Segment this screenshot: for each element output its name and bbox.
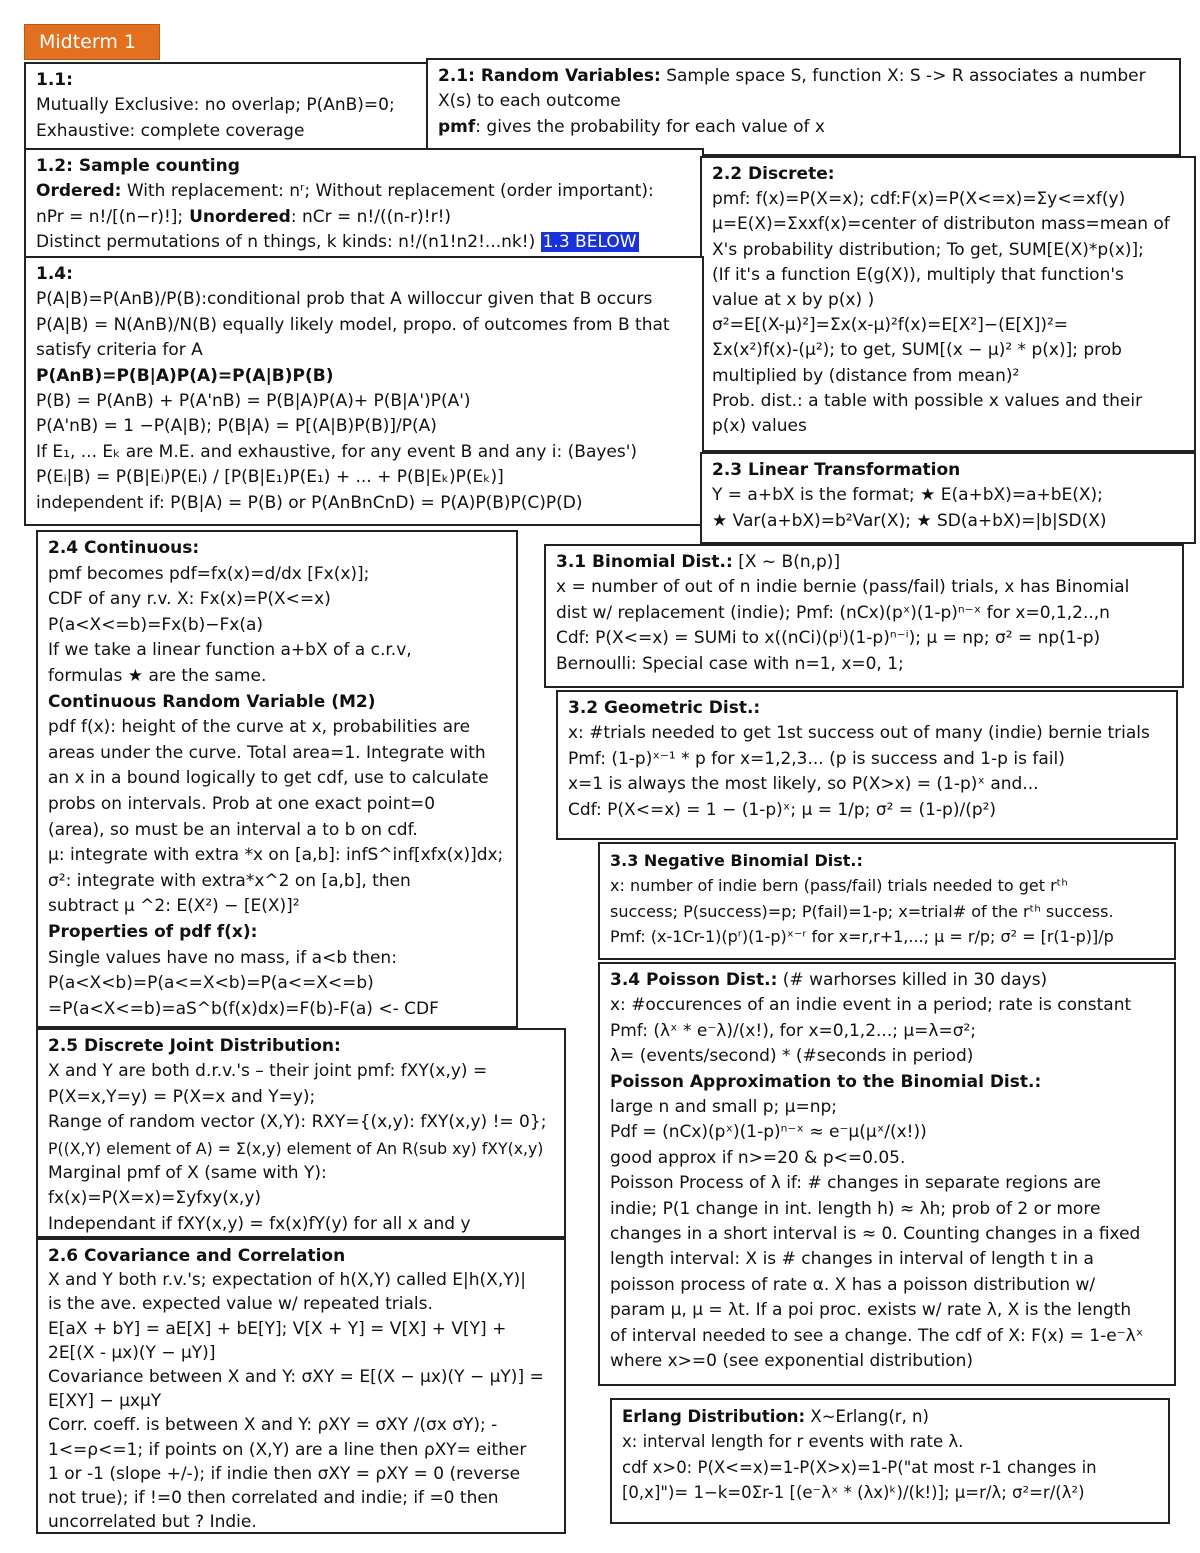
text-line: P(A'nB) = 1 −P(A|B); P(B|A) = P[(A|B)P(B)]/P(A) xyxy=(36,416,437,437)
text-line: Cdf: P(X<=x) = SUMi to x((nCi)(pⁱ)(1-p)ⁿ⁻ⁱ); μ = np; σ² = np(1-p) xyxy=(556,628,1101,649)
text-line: Prob. dist.: a table with possible x values and their xyxy=(712,390,1143,411)
text-line: ★ Var(a+bX)=b²Var(X); ★ SD(a+bX)=|b|SD(X) xyxy=(712,510,1107,531)
text-line: length interval: X is # changes in interval of length t in a xyxy=(610,1249,1094,1270)
section-3-4 xyxy=(598,962,1176,1386)
text-line: Pmf: (x-1Cr-1)(pʳ)(1-p)ˣ⁻ʳ for x=r,r+1,...; μ = r/p; σ² = [r(1-p)]/p xyxy=(610,927,1114,947)
text-line: Σx(x²)f(x)-(μ²); to get, SUM[(x − μ)² * p(x)]; prob xyxy=(712,340,1122,361)
text-line: Pdf = (nCx)(pˣ)(1-p)ⁿ⁻ˣ ≈ e⁻μ(μˣ/(x!)) xyxy=(610,1122,927,1143)
text-fragment: Sample space S, function X: S -> R associates a number xyxy=(660,66,1146,86)
text-line: of interval needed to see a change. The cdf of X: F(x) = 1-e⁻λˣ xyxy=(610,1325,1144,1346)
text-line: Cdf: P(X<=x) = 1 − (1-p)ˣ; μ = 1/p; σ² = (1-p)/(p²) xyxy=(568,799,997,820)
text-fragment: [X ~ B(n,p)] xyxy=(732,552,841,572)
text-line: Poisson Process of λ if: # changes in separate regions are xyxy=(610,1173,1101,1194)
text-line: Marginal pmf of X (same with Y): xyxy=(48,1163,327,1184)
text-line xyxy=(36,205,692,230)
section-heading: 2.3 Linear Transformation xyxy=(712,460,961,480)
section-heading: 1.2: Sample counting xyxy=(36,156,240,176)
text-line: σ²: integrate with extra*x^2 on [a,b], then xyxy=(48,870,411,891)
text-line: Covariance between X and Y: σXY = E[(X − μx)(Y − μY)] = xyxy=(48,1367,544,1388)
text-line: E[aX + bY] = aE[X] + bE[Y]; V[X + Y] = V[X] + V[Y] + xyxy=(48,1318,507,1339)
text-line xyxy=(36,179,692,204)
text-line: cdf x>0: P(X<=x)=1-P(X>x)=1-P("at most r-1 changes in xyxy=(622,1457,1097,1477)
section-heading: 2.1: Random Variables: xyxy=(438,66,661,86)
text-line: Pmf: (1-p)ˣ⁻¹ * p for x=1,2,3... (p is success and 1-p is fail) xyxy=(568,748,1065,769)
text-line: x=1 is always the most likely, so P(X>x) = (1-p)ˣ and... xyxy=(568,774,1039,795)
text-line: μ=E(X)=Σxxf(x)=center of distributon mass=mean of xyxy=(712,214,1170,235)
section-3-3 xyxy=(598,842,1176,960)
text-line: Y = a+bX is the format; ★ E(a+bX)=a+bE(X); xyxy=(712,485,1103,506)
term-label: pmf xyxy=(438,116,476,137)
text-line: pmf: f(x)=P(X=x); cdf:F(x)=P(X<=x)=Σy<=xf(y) xyxy=(712,189,1126,210)
text-line: Independant if fXY(x,y) = fx(x)fY(y) for all x and y xyxy=(48,1213,471,1234)
text-line: large n and small p; μ=np; xyxy=(610,1097,838,1118)
text-line: Pmf: (λˣ * e⁻λ)/(x!), for x=0,1,2...; μ=λ=σ²; xyxy=(610,1020,977,1041)
text-line: 1<=ρ<=1; if points on (X,Y) are a line then ρXY= either xyxy=(48,1439,527,1460)
text-line: x: #occurences of an indie event in a period; rate is constant xyxy=(610,995,1132,1016)
section-2-5 xyxy=(36,1028,566,1238)
highlight-tag: 1.3 BELOW xyxy=(542,232,637,253)
text-line: X's probability distribution; To get, SUM[E(X)*p(x)]; xyxy=(712,239,1144,260)
text-line: P(a<X<=b)=Fx(b)−Fx(a) xyxy=(48,614,264,635)
text-line: Properties of pdf f(x): xyxy=(48,921,258,942)
term-label: Ordered: xyxy=(36,181,122,202)
text-line: If we take a linear function a+bX of a c.r.v, xyxy=(48,640,412,661)
text-line: good approx if n>=20 & p<=0.05. xyxy=(610,1147,906,1168)
text-line: Range of random vector (X,Y): RXY={(x,y): fXY(x,y) != 0}; xyxy=(48,1112,547,1133)
text-line: Single values have no mass, if a<b then: xyxy=(48,947,397,968)
text-line: pdf f(x): height of the curve at x, probabilities are xyxy=(48,717,471,738)
section-1-4 xyxy=(24,256,704,526)
midterm-tab: Midterm 1 xyxy=(24,24,160,60)
text-line: λ= (events/second) * (#seconds in period) xyxy=(610,1046,974,1067)
text-line: param μ, μ = λt. If a poi proc. exists w/ rate λ, X is the length xyxy=(610,1300,1132,1321)
text-line: P((X,Y) element of A) = Σ(x,y) element of An R(sub xy) fXY(x,y) xyxy=(48,1138,544,1158)
section-heading: 3.2 Geometric Dist.: xyxy=(568,698,761,718)
text-line: Mutually Exclusive: no overlap; P(AnB)=0; xyxy=(36,95,395,116)
text-fragment: : nCr = n!/((n-r)!r!) xyxy=(290,206,452,227)
section-2-2 xyxy=(700,156,1196,452)
text-line: =P(a<X<=b)=aS^b(f(x)dx)=F(b)-F(a) <- CDF xyxy=(48,998,439,1019)
text-line: X and Y are both d.r.v.'s – their joint pmf: fXY(x,y) = xyxy=(48,1061,488,1082)
text-line: P(A|B) = N(AnB)/N(B) equally likely model, propo. of outcomes from B that xyxy=(36,314,670,335)
text-fragment: (# warhorses killed in 30 days) xyxy=(777,970,1048,990)
text-line: P(A|B)=P(AnB)/P(B):conditional prob that A willoccur given that B occurs xyxy=(36,289,653,310)
text-line: P(B) = P(AnB) + P(A'nB) = P(B|A)P(A)+ P(B|A')P(A') xyxy=(36,391,471,412)
text-line: If E₁, ... Eₖ are M.E. and exhaustive, for any event B and any i: (Bayes') xyxy=(36,441,638,462)
section-3-1 xyxy=(544,544,1184,688)
section-heading: 3.4 Poisson Dist.: xyxy=(610,970,778,990)
text-line: P(Eᵢ|B) = P(B|Eᵢ)P(Eᵢ) / [P(B|E₁)P(E₁) + ... + P(B|Eₖ)P(Eₖ)] xyxy=(36,467,504,488)
text-line: Bernoulli: Special case with n=1, x=0, 1; xyxy=(556,653,904,674)
text-line: CDF of any r.v. X: Fx(x)=P(X<=x) xyxy=(48,589,331,610)
text-line: success; P(success)=p; P(fail)=1-p; x=trial# of the rᵗʰ success. xyxy=(610,901,1114,921)
text-line: not true); if !=0 then correlated and indie; if =0 then xyxy=(48,1488,499,1509)
text-line: P(AnB)=P(B|A)P(A)=P(A|B)P(B) xyxy=(36,365,334,386)
text-line: p(x) values xyxy=(712,416,807,437)
text-line: subtract μ ^2: E(X²) − [E(X)]² xyxy=(48,896,300,917)
text-line xyxy=(622,1404,1158,1429)
section-2-1 xyxy=(426,58,1181,156)
section-2-6 xyxy=(36,1238,566,1534)
text-line: satisfy criteria for A xyxy=(36,340,203,361)
text-line: probs on intervals. Prob at one exact point=0 xyxy=(48,793,436,814)
text-line: where x>=0 (see exponential distribution) xyxy=(610,1351,974,1372)
text-line: X(s) to each outcome xyxy=(438,91,621,112)
text-line: Continuous Random Variable (M2) xyxy=(48,691,376,712)
section-heading: 3.1 Binomial Dist.: xyxy=(556,552,733,572)
text-line: x: #trials needed to get 1st success out of many (indie) bernie trials xyxy=(568,723,1150,744)
text-line: is the ave. expected value w/ repeated trials. xyxy=(48,1294,433,1315)
section-1-1 xyxy=(24,62,434,150)
section-heading: 2.5 Discrete Joint Distribution: xyxy=(48,1036,341,1056)
text-line: changes in a short interval is ≈ 0. Counting changes in a fixed xyxy=(610,1224,1141,1245)
text-line xyxy=(438,115,1169,140)
section-1-2 xyxy=(24,148,704,258)
section-heading: 3.3 Negative Binomial Dist.: xyxy=(610,851,863,870)
section-heading: 2.2 Discrete: xyxy=(712,164,835,184)
text-fragment: X~Erlang(r, n) xyxy=(805,1407,929,1426)
text-line: formulas ★ are the same. xyxy=(48,665,267,686)
text-line: (If it's a function E(g(X)), multiply that function's xyxy=(712,264,1124,285)
section-erlang xyxy=(610,1398,1170,1524)
section-heading: Erlang Distribution: xyxy=(622,1407,806,1426)
text-line xyxy=(36,230,692,255)
text-line: Poisson Approximation to the Binomial Dist.: xyxy=(610,1071,1042,1092)
text-line: multiplied by (distance from mean)² xyxy=(712,365,1020,386)
text-line: value at x by p(x) ) xyxy=(712,290,875,311)
text-fragment: : gives the probability for each value of x xyxy=(475,116,825,137)
text-fragment: nPr = n!/[(n−r)!]; xyxy=(36,206,184,227)
text-line: independent if: P(B|A) = P(B) or P(AnBnCnD) = P(A)P(B)P(C)P(D) xyxy=(36,492,583,513)
text-line xyxy=(610,968,1164,993)
text-line: E[XY] − μxμY xyxy=(48,1391,162,1412)
text-line: x: interval length for r events with rate λ. xyxy=(622,1432,964,1452)
text-line: poisson process of rate α. X has a poisson distribution w/ xyxy=(610,1274,1096,1295)
text-line: areas under the curve. Total area=1. Integrate with xyxy=(48,742,486,763)
text-line: fx(x)=P(X=x)=Σyfxy(x,y) xyxy=(48,1188,262,1209)
text-line: uncorrelated but ? Indie. xyxy=(48,1512,257,1533)
section-heading: 2.6 Covariance and Correlation xyxy=(48,1246,346,1266)
text-line: Corr. coeff. is between X and Y: ρXY = σXY /(σx σY); - xyxy=(48,1415,498,1436)
text-fragment: With replacement: nʳ; Without replacement (order important): xyxy=(121,181,654,202)
text-line: x: number of indie bern (pass/fail) trials needed to get rᵗʰ xyxy=(610,876,1068,896)
section-heading: 1.1: xyxy=(36,70,73,90)
section-2-3 xyxy=(700,452,1196,544)
text-line: an x in a bound logically to get cdf, use to calculate xyxy=(48,768,489,789)
section-3-2 xyxy=(556,690,1178,840)
text-line: X and Y both r.v.'s; expectation of h(X,Y) called E|h(X,Y)| xyxy=(48,1270,526,1291)
text-line xyxy=(556,550,1172,575)
term-label: Unordered xyxy=(183,206,291,227)
section-heading: 1.4: xyxy=(36,264,73,284)
section-2-4 xyxy=(36,530,518,1028)
text-line: σ²=E[(X-μ)²]=Σx(x-μ)²f(x)=E[X²]−(E[X])²= xyxy=(712,315,1069,336)
text-line xyxy=(438,64,1169,89)
text-line: [0,x]")= 1−k=0Σr-1 [(e⁻λˣ * (λx)ᵏ)/(k!)]; μ=r/λ; σ²=r/(λ²) xyxy=(622,1483,1085,1503)
text-line: 2E[(X - μx)(Y − μY)] xyxy=(48,1342,216,1363)
text-line: μ: integrate with extra *x on [a,b]: infS^inf[xfx(x)]dx; xyxy=(48,845,504,866)
text-line: x = number of out of n indie bernie (pass/fail) trials, x has Binomial xyxy=(556,577,1130,598)
section-heading: 2.4 Continuous: xyxy=(48,538,200,558)
text-line: P(X=x,Y=y) = P(X=x and Y=y); xyxy=(48,1086,316,1107)
text-line: P(a<X<b)=P(a<=X<b)=P(a<=X<=b) xyxy=(48,973,374,994)
text-line: (area), so must be an interval a to b on cdf. xyxy=(48,819,418,840)
text-line: pmf becomes pdf=fx(x)=d/dx [Fx(x)]; xyxy=(48,563,370,584)
text-line: indie; P(1 change in int. length h) ≈ λh; prob of 2 or more xyxy=(610,1198,1101,1219)
text-line: Exhaustive: complete coverage xyxy=(36,120,305,141)
text-line: 1 or -1 (slope +/-); if indie then σXY = ρXY = 0 (reverse xyxy=(48,1463,521,1484)
text-line: dist w/ replacement (indie); Pmf: (nCx)(pˣ)(1-p)ⁿ⁻ˣ for x=0,1,2..,n xyxy=(556,602,1110,623)
text-fragment: Distinct permutations of n things, k kinds: n!/(n1!n2!...nk!) xyxy=(36,232,541,253)
